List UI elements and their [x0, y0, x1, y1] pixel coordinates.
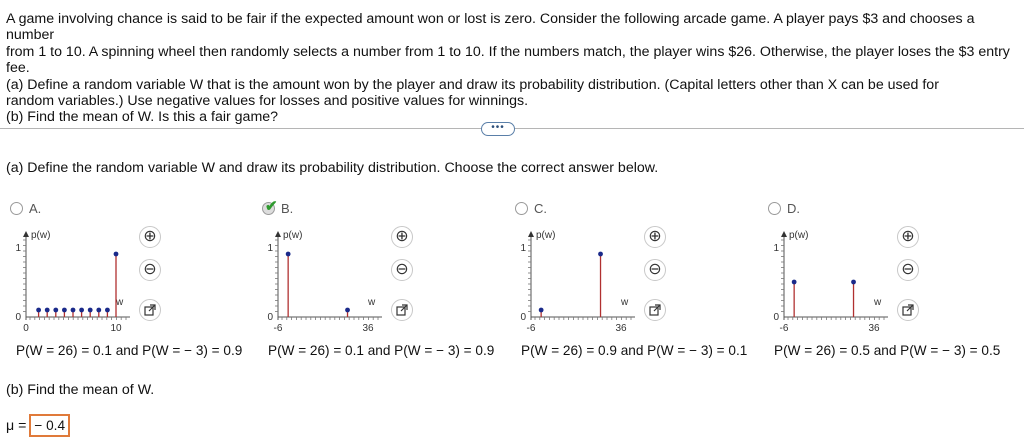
- mean-input[interactable]: − 0.4: [29, 414, 70, 437]
- stem-point: [36, 308, 41, 313]
- axis-label: 36: [362, 323, 374, 334]
- y-zero-label: 0: [15, 312, 21, 323]
- axis-label: p(w): [536, 230, 556, 241]
- mean-answer: [6, 414, 70, 437]
- stem-point: [539, 308, 544, 313]
- y-axis-arrow-icon: [528, 231, 534, 237]
- problem-line: random variables.) Use negative values for losses and positive values for winnings.: [6, 93, 529, 110]
- choice-caption: P(W = 26) = 0.1 and P(W = − 3) = 0.9: [268, 343, 495, 358]
- axis-label: p(w): [789, 230, 809, 241]
- problem-line: from 1 to 10. A spinning wheel then randomly selects a number from 1 to 10. If the numbers match, the player wins $26. Otherwise, the player loses the $3 entry fee.: [6, 43, 1010, 77]
- checkmark-icon: ✔: [265, 198, 278, 215]
- zoom-in-icon[interactable]: ⊕: [139, 226, 161, 248]
- stem-point: [53, 308, 58, 313]
- stem-point: [598, 252, 603, 257]
- zoom-out-icon[interactable]: ⊖: [897, 259, 919, 281]
- problem-line: (a) Define a random variable W that is the amount won by the player and draw its probability distribution. (Capital letters other than X can be used for: [6, 76, 939, 93]
- part-b-prompt: (b) Find the mean of W.: [6, 382, 155, 398]
- choice-caption: P(W = 26) = 0.1 and P(W = − 3) = 0.9: [16, 343, 243, 358]
- axis-label: 36: [615, 323, 627, 334]
- axis-label: 10: [110, 323, 122, 334]
- problem-line: A game involving chance is said to be fair if the expected amount won or lost is zero. Consider the following arcade game. A player pays $3 and chooses a number: [6, 11, 975, 44]
- axis-label: 1: [520, 243, 526, 254]
- open-external-icon[interactable]: [644, 299, 666, 321]
- zoom-in-icon[interactable]: ⊕: [897, 226, 919, 248]
- y-axis-arrow-icon: [23, 231, 29, 237]
- choice-letter: D.: [787, 201, 800, 216]
- open-external-icon[interactable]: [391, 299, 413, 321]
- stem-point: [345, 308, 350, 313]
- axis-label: 1: [267, 243, 273, 254]
- stem-point: [45, 308, 50, 313]
- zoom-in-icon[interactable]: ⊕: [644, 226, 666, 248]
- choice-b[interactable]: [262, 198, 294, 216]
- choice-d[interactable]: [768, 201, 800, 216]
- choice-caption: P(W = 26) = 0.5 and P(W = − 3) = 0.5: [774, 343, 1001, 358]
- radio-button[interactable]: [768, 202, 781, 215]
- stem-point: [114, 252, 119, 257]
- problem-statement: [6, 11, 1018, 126]
- radio-button[interactable]: [10, 202, 23, 215]
- axis-label: w: [621, 297, 629, 308]
- zoom-out-icon[interactable]: ⊖: [391, 259, 413, 281]
- axis-label: -6: [526, 323, 536, 334]
- stem-point: [792, 280, 797, 285]
- choice-letter: C.: [534, 201, 547, 216]
- stem-point: [71, 308, 76, 313]
- radio-button[interactable]: [515, 202, 528, 215]
- mean-label: μ =: [6, 417, 27, 434]
- y-zero-label: 0: [773, 312, 779, 323]
- axis-label: w: [116, 297, 124, 308]
- axis-label: p(w): [283, 230, 303, 241]
- distribution-plot: [762, 222, 892, 340]
- axis-label: 0: [23, 323, 29, 334]
- axis-label: 1: [15, 243, 21, 254]
- radio-button[interactable]: [262, 198, 278, 215]
- zoom-out-icon[interactable]: ⊖: [644, 259, 666, 281]
- choice-letter: A.: [29, 201, 42, 216]
- zoom-out-icon[interactable]: ⊖: [139, 259, 161, 281]
- distribution-plot: [4, 222, 134, 340]
- axis-label: 1: [773, 243, 779, 254]
- distribution-plot: [509, 222, 639, 340]
- y-zero-label: 0: [267, 312, 273, 323]
- more-button[interactable]: •••: [481, 122, 515, 136]
- stem-point: [286, 252, 291, 257]
- axis-label: -6: [273, 323, 283, 334]
- distribution-plot: [256, 222, 386, 340]
- stem-point: [88, 308, 93, 313]
- choice-c[interactable]: [515, 201, 547, 216]
- axis-label: w: [368, 297, 376, 308]
- axis-label: w: [874, 297, 882, 308]
- axis-label: -6: [779, 323, 789, 334]
- stem-point: [851, 280, 856, 285]
- part-a-prompt: (a) Define the random variable W and draw its probability distribution. Choose the correct answer below.: [6, 160, 659, 176]
- stem-point: [62, 308, 67, 313]
- open-external-icon[interactable]: [897, 299, 919, 321]
- zoom-in-icon[interactable]: ⊕: [391, 226, 413, 248]
- choice-letter: B.: [281, 201, 294, 216]
- choice-a[interactable]: [10, 201, 41, 216]
- open-external-icon[interactable]: [139, 299, 161, 321]
- stem-point: [79, 308, 84, 313]
- y-axis-arrow-icon: [275, 231, 281, 237]
- y-axis-arrow-icon: [781, 231, 787, 237]
- axis-label: 36: [868, 323, 880, 334]
- stem-point: [105, 308, 110, 313]
- y-zero-label: 0: [520, 312, 526, 323]
- axis-label: p(w): [31, 230, 51, 241]
- choice-caption: P(W = 26) = 0.9 and P(W = − 3) = 0.1: [521, 343, 748, 358]
- stem-point: [96, 308, 101, 313]
- problem-line: (b) Find the mean of W. Is this a fair game?: [6, 109, 279, 126]
